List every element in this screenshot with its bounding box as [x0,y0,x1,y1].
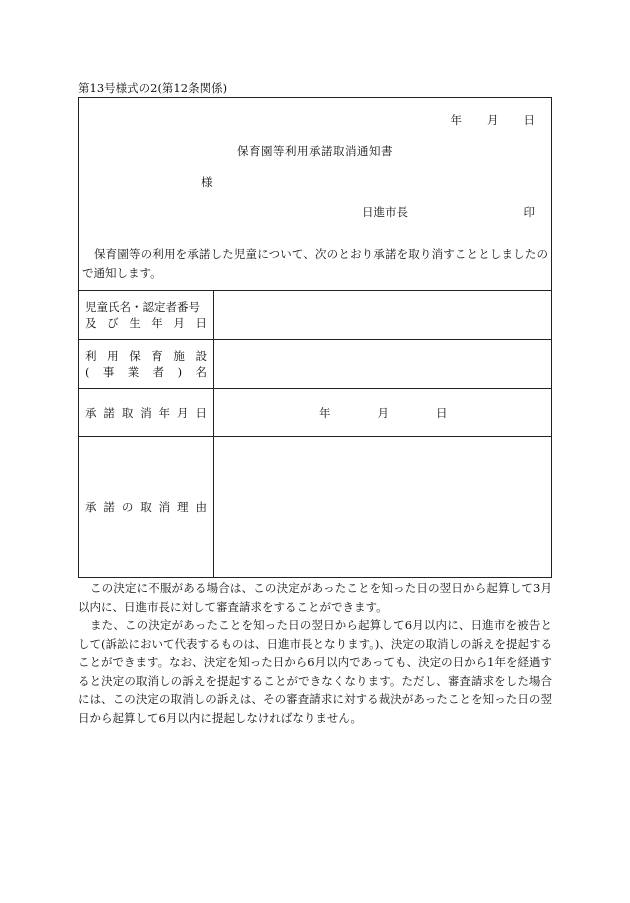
issue-date-month: 月 [487,113,499,127]
label-char: 生 [129,316,141,330]
label-char: 由 [195,500,207,514]
label-char: 名 [195,365,207,379]
form-table [79,291,551,577]
row-label-child [79,291,214,339]
table-row-reason [79,437,551,577]
row-label-line [85,364,207,380]
issuer-name: 日進市長 [362,205,408,219]
table-row-facility [79,340,551,389]
label-char: 業 [127,365,140,379]
addressee-honorific: 様 [201,175,213,189]
label-char: 利 [85,349,97,363]
label-char: 消 [140,405,152,420]
cancel-date-year: 年 [319,405,331,420]
notice-text: 保育園等の利用を承諾した児童について、次のとおり承諾を取り消すこととしましたので通知します。 [82,247,548,280]
appeal-notice [78,579,552,727]
issue-date-day: 日 [523,113,535,127]
appeal-paragraph-2: また、この決定があったことを知った日の翌日から起算して6月以内に、日進市を被告として(訴訟において代表するものは、日進市長となります。)、決定の取消しの訴えを提起することができます。なお、決定を知った日から6月以内であっても、決定の日から1年を経過すると決定の取消しの訴えを提起することができなくなります。ただし、審査請求をした場合には、この決定の取消しの訴えは、その審査請求に対する裁決があったことを知った日の翌日から起算して6月以内に提起しなければなりません。 [78,618,552,725]
row-label-line [85,348,207,364]
label-char: 年 [158,405,171,420]
label-char: 理 [177,500,189,514]
cancel-date-day: 日 [436,405,448,420]
label-char: 保 [129,349,141,363]
label-char: 日 [195,405,207,420]
form-header [79,98,551,291]
label-char: 月 [173,316,185,330]
label-char: 消 [158,500,171,514]
row-label-facility [79,340,214,388]
label-char: 用 [107,349,119,363]
label-char: 取 [140,500,152,514]
appeal-paragraph-1: この決定に不服がある場合は、この決定があったことを知った日の翌日から起算して3月以内に、日進市長に対して審査請求をすることができます。 [78,581,552,614]
label-char: 月 [177,405,189,420]
seal-mark: 印 [523,205,535,219]
label-char: 諾 [103,500,115,514]
label-char: 及 [85,316,97,330]
form-number: 第13号様式の2(第12条関係) [78,81,228,95]
row-label-line [85,499,207,515]
label-char: 育 [151,349,163,363]
row-label-cancel-date [79,389,214,436]
label-char: ) [177,365,183,379]
table-row-cancel-date [79,389,551,437]
row-label-reason [79,437,214,577]
row-label-line [85,315,207,331]
label-char: 事 [102,365,115,379]
child-name-field[interactable] [214,291,551,339]
cancel-date-month: 月 [377,405,389,420]
cancel-reason-field[interactable] [214,437,551,577]
notice-form [78,97,552,578]
label-char: 承 [85,405,97,420]
label-char: 日 [195,316,207,330]
label-char: 施 [173,349,185,363]
label-char: 年 [151,316,163,330]
label-char: 承 [85,500,97,514]
label-text: 児童氏名・認定者番号 [85,300,200,314]
document-title: 保育園等利用承諾取消通知書 [237,144,393,158]
label-char: ( [85,365,90,379]
issue-date-year: 年 [450,113,462,127]
label-char: の [121,500,134,514]
label-char: び [107,316,119,330]
label-char: 設 [195,349,207,363]
label-char: 者 [152,365,165,379]
facility-name-field[interactable] [214,340,551,388]
issue-date [451,112,536,128]
row-label-line [85,405,207,421]
label-char: 諾 [103,405,115,420]
row-label-line [85,299,207,315]
cancel-date [319,405,448,421]
cancel-date-field[interactable] [214,389,551,436]
table-row-child [79,291,551,340]
label-char: 取 [121,405,134,420]
